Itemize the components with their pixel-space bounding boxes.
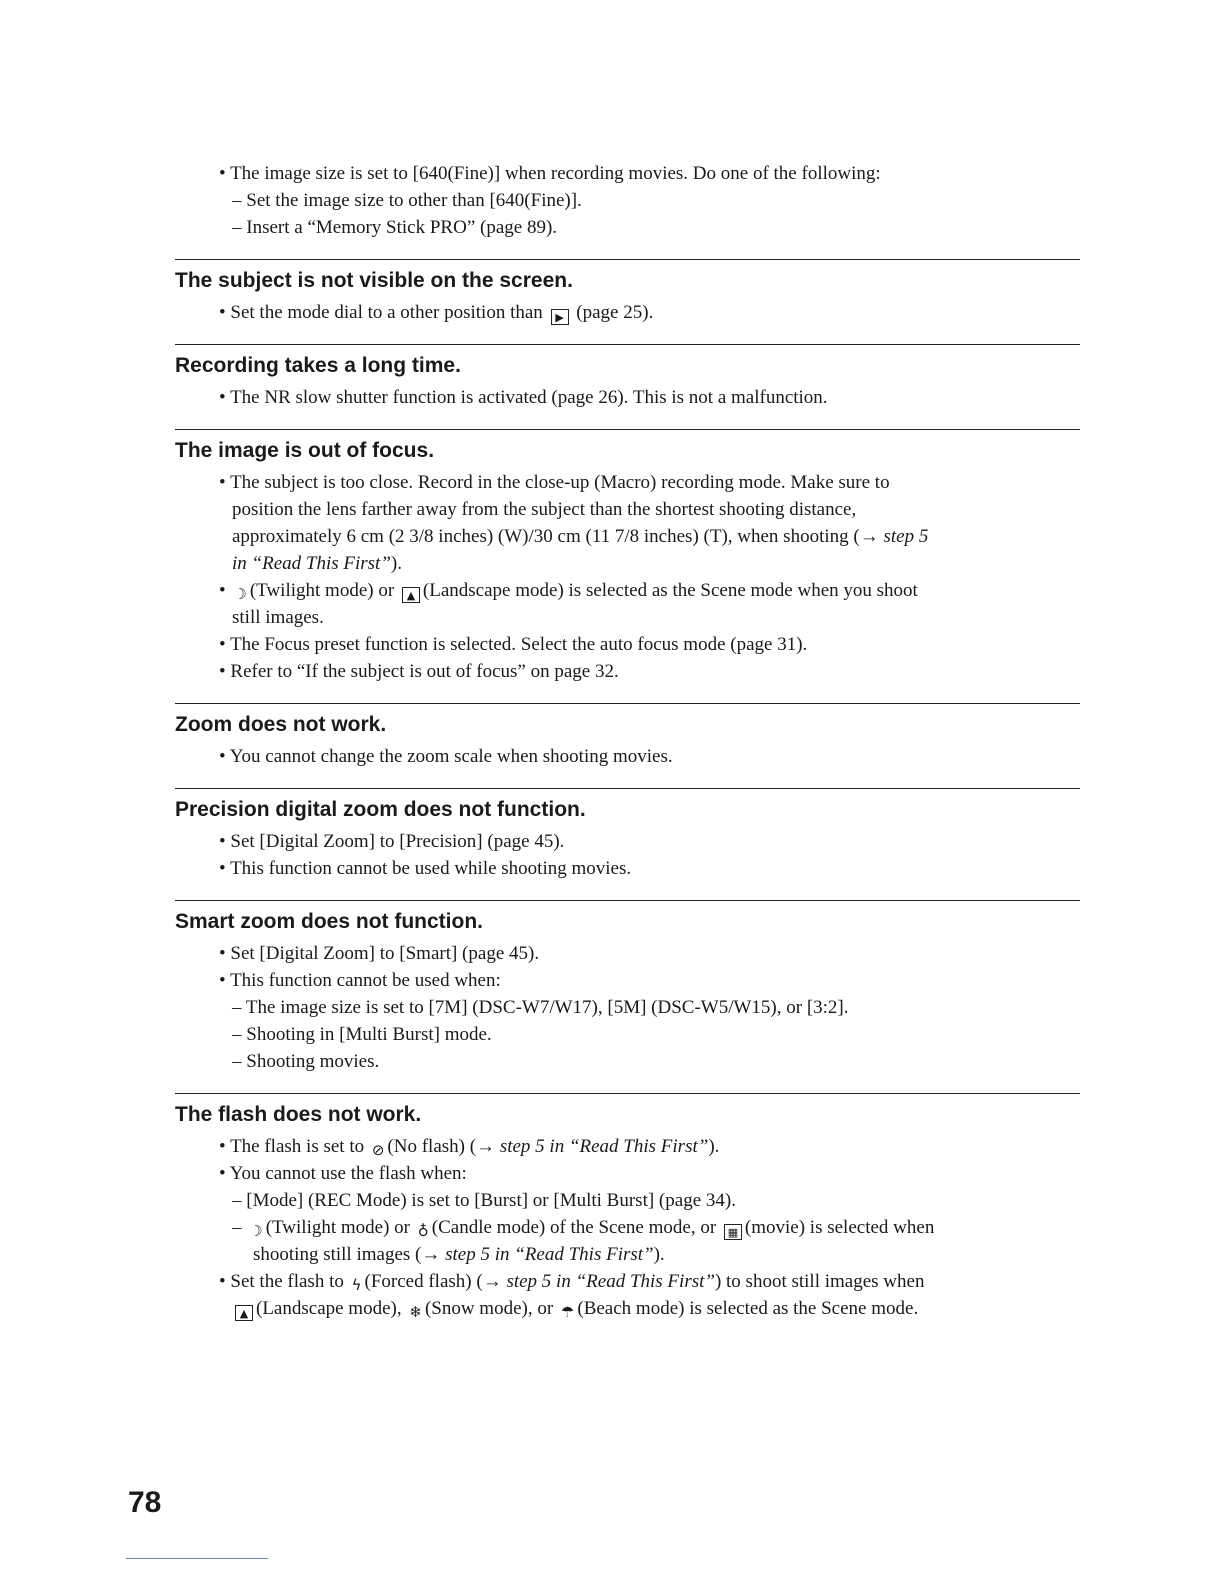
candle-mode-icon: ♁ (417, 1222, 429, 1240)
list-subitem: – Set the image size to other than [640(Fine)]. (232, 190, 582, 211)
landscape-mode-icon: ▲ (235, 1305, 253, 1321)
section-divider (175, 1093, 1080, 1094)
section-divider (175, 788, 1080, 789)
beach-mode-icon: ☂ (560, 1303, 575, 1321)
list-subitem: – Shooting in [Multi Burst] mode. (232, 1024, 492, 1045)
list-item: • This function cannot be used while shooting movies. (219, 858, 632, 879)
list-item: • You cannot change the zoom scale when shooting movies. (219, 746, 673, 767)
footer-rule (126, 1558, 268, 1559)
section-heading: Smart zoom does not function. (175, 910, 483, 933)
twilight-mode-icon: ☽ (233, 585, 247, 603)
forced-flash-icon: ϟ (351, 1276, 362, 1294)
list-item: • The flash is set to ⊘ (No flash) (→ step 5 in “Read This First”). (219, 1136, 720, 1159)
list-item-continuation: ▲ (Landscape mode), ❄ (Snow mode), or ☂ (Beach mode) is selected as the Scene mode. (175, 1295, 1080, 1322)
list-item: • The NR slow shutter function is activated (page 26). This is not a malfunction. (219, 387, 828, 408)
section-heading: The subject is not visible on the screen. (175, 269, 573, 292)
list-item: • The Focus preset function is selected. Select the auto focus mode (page 31). (219, 634, 808, 655)
twilight-mode-icon: ☽ (249, 1222, 263, 1240)
list-item: • Set the mode dial to a other position than ▶ (page 25). (219, 302, 654, 324)
list-item: • ☽ (Twilight mode) or ▲ (Landscape mode) is selected as the Scene mode when you shoot (219, 580, 918, 603)
list-item-continuation: still images. (232, 607, 324, 628)
list-item: • Set [Digital Zoom] to [Precision] (page 45). (219, 831, 565, 852)
section-divider (175, 344, 1080, 345)
list-subitem: – Insert a “Memory Stick PRO” (page 89). (232, 217, 558, 238)
section-heading: The image is out of focus. (175, 439, 435, 462)
no-flash-icon: ⊘ (371, 1141, 385, 1159)
list-item-continuation: in “Read This First”). (232, 553, 402, 574)
list-item: • This function cannot be used when: (219, 970, 501, 991)
list-subitem: – The image size is set to [7M] (DSC-W7/W17), [5M] (DSC-W5/W15), or [3:2]. (232, 997, 849, 1018)
list-item-continuation: approximately 6 cm (2 3/8 inches) (W)/30 cm (11 7/8 inches) (T), when shooting (→ step 5 (232, 526, 929, 547)
page-number: 78 (128, 1486, 162, 1519)
list-item: • Refer to “If the subject is out of focus” on page 32. (219, 661, 619, 682)
section-heading: Zoom does not work. (175, 713, 387, 736)
section-divider (175, 259, 1080, 260)
list-item: • The image size is set to [640(Fine)] when recording movies. Do one of the following: (219, 163, 881, 184)
list-item-continuation: position the lens farther away from the subject than the shortest shooting distance, (232, 499, 857, 520)
playback-icon: ▶ (551, 309, 569, 325)
list-subitem: – [Mode] (REC Mode) is set to [Burst] or [Multi Burst] (page 34). (232, 1190, 736, 1211)
list-subitem: – Shooting movies. (232, 1051, 380, 1072)
list-item: • Set the flash to ϟ (Forced flash) (→ step 5 in “Read This First”) to shoot still images when (219, 1271, 925, 1294)
page-content (175, 160, 1080, 1322)
section-heading: Recording takes a long time. (175, 354, 461, 377)
movie-icon: ▦ (724, 1224, 742, 1240)
list-subitem: – ☽ (Twilight mode) or ♁ (Candle mode) of the Scene mode, or ▦ (movie) is selected when (232, 1217, 935, 1240)
landscape-mode-icon: ▲ (402, 587, 420, 603)
list-item-continuation: shooting still images (→ step 5 in “Read This First”). (253, 1244, 665, 1265)
list-item: • You cannot use the flash when: (219, 1163, 467, 1184)
section-heading: Precision digital zoom does not function. (175, 798, 586, 821)
section-divider (175, 703, 1080, 704)
section-divider (175, 900, 1080, 901)
section-heading: The flash does not work. (175, 1103, 422, 1126)
list-item: • The subject is too close. Record in the close-up (Macro) recording mode. Make sure to (219, 472, 890, 493)
list-item: • Set [Digital Zoom] to [Smart] (page 45). (219, 943, 540, 964)
snow-mode-icon: ❄ (409, 1303, 422, 1321)
section-divider (175, 429, 1080, 430)
